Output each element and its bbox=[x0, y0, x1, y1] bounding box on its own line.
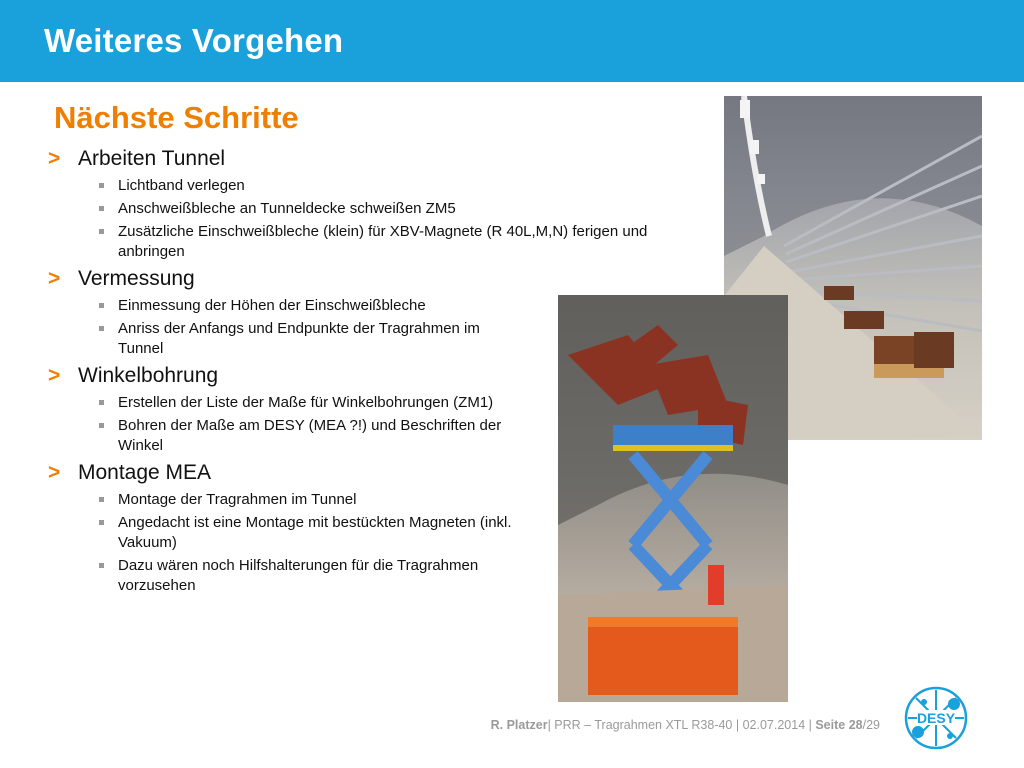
header-bar bbox=[0, 0, 1024, 82]
desy-logo bbox=[904, 686, 968, 750]
scissor-lift-photo bbox=[558, 295, 788, 702]
bullet-square-icon bbox=[99, 563, 104, 568]
bullet-square-icon bbox=[99, 423, 104, 428]
chevron-right-icon: > bbox=[48, 147, 61, 170]
list-item: Anschweißbleche an Tunneldecke schweißen ZM5 bbox=[48, 199, 688, 219]
footer-info bbox=[491, 718, 880, 732]
list-item: Angedacht ist eine Montage mit bestückten Magneten (inkl. Vakuum) bbox=[48, 513, 528, 553]
list-item: Dazu wären noch Hilfshalterungen für die Tragrahmen vorzusehen bbox=[48, 556, 528, 596]
bullet-square-icon bbox=[99, 400, 104, 405]
section-title: Montage MEA bbox=[78, 461, 212, 484]
list-item: Anriss der Anfangs und Endpunkte der Tragrahmen im Tunnel bbox=[48, 319, 528, 359]
footer-page-label: Seite 28 bbox=[815, 718, 863, 732]
chevron-right-icon: > bbox=[48, 267, 61, 290]
section-arbeiten-tunnel bbox=[48, 146, 698, 262]
bullet-square-icon bbox=[99, 520, 104, 525]
list-item: Zusätzliche Einschweißbleche (klein) für XBV-Magnete (R 40L,M,N) ferigen und anbringen bbox=[48, 222, 688, 262]
list-item: Erstellen der Liste der Maße für Winkelbohrungen (ZM1) bbox=[48, 393, 528, 413]
bullet-square-icon bbox=[99, 497, 104, 502]
chevron-right-icon: > bbox=[48, 461, 61, 484]
list-item: Lichtband verlegen bbox=[48, 176, 688, 196]
slide-subtitle: Nächste Schritte bbox=[54, 100, 299, 135]
bullet-square-icon bbox=[99, 229, 104, 234]
footer-page-total: /29 bbox=[862, 718, 880, 732]
bullet-square-icon bbox=[99, 183, 104, 188]
section-title: Vermessung bbox=[78, 267, 195, 290]
bullet-square-icon bbox=[99, 303, 104, 308]
list-item: Bohren der Maße am DESY (MEA ?!) und Beschriften der Winkel bbox=[48, 416, 528, 456]
list-item: Einmessung der Höhen der Einschweißbleche bbox=[48, 296, 528, 316]
slide-title: Weiteres Vorgehen bbox=[44, 22, 344, 59]
chevron-right-icon: > bbox=[48, 364, 61, 387]
list-item: Montage der Tragrahmen im Tunnel bbox=[48, 490, 528, 510]
footer-author: R. Platzer bbox=[490, 718, 548, 732]
section-title: Arbeiten Tunnel bbox=[78, 147, 226, 170]
footer-details: | PRR – Tragrahmen XTL R38-40 | 02.07.2014 | bbox=[547, 718, 816, 732]
section-title: Winkelbohrung bbox=[78, 364, 219, 387]
logo-text: DESY bbox=[916, 710, 956, 726]
bullet-square-icon bbox=[99, 326, 104, 331]
bullet-square-icon bbox=[99, 206, 104, 211]
